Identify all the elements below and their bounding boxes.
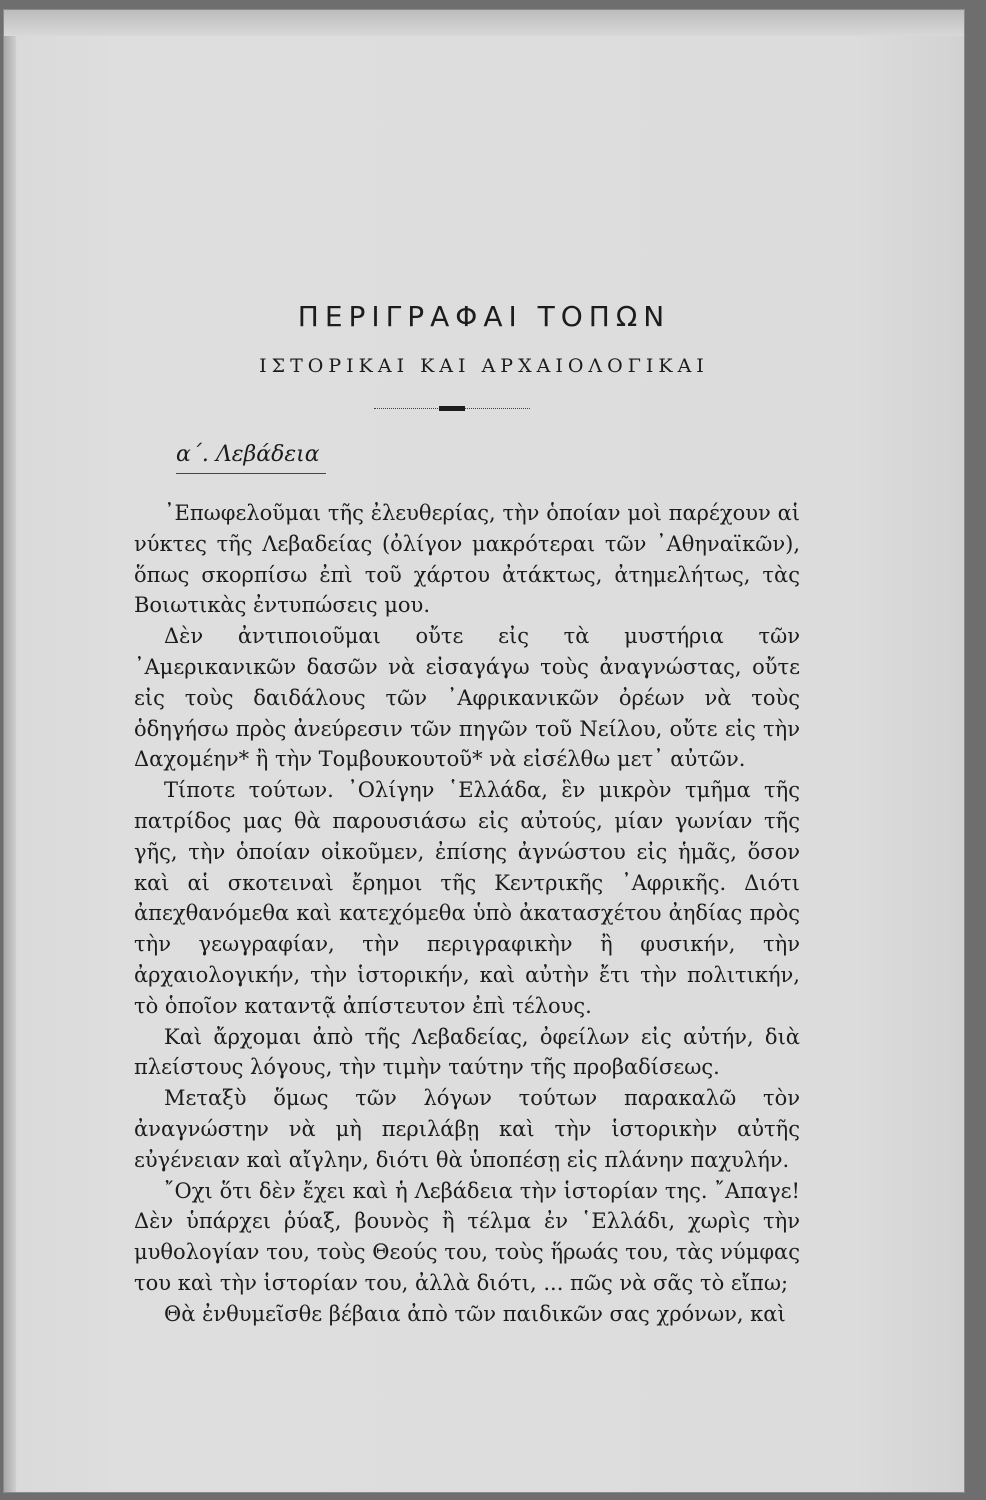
paragraph: Καὶ ἄρχομαι ἀπὸ τῆς Λεβαδείας, ὀφείλων εἰς αὐτήν, διὰ πλείστους λόγους, τὴν τιμὴν ταύτην τῆς προβαδίσεως. — [134, 1024, 800, 1080]
body-text — [134, 498, 800, 1330]
paragraph: Θὰ ἐνθυμεῖσθε βέβαια ἀπὸ τῶν παιδικῶν σας χρόνων, καὶ — [164, 1301, 786, 1326]
paragraph: Μεταξὺ ὅμως τῶν λόγων τούτων παρακαλῶ τὸν ἀναγνώστην νὰ μὴ περιλάβῃ καὶ τὴν ἱστορικὴν αὐτῆς εὐγένειαν καὶ αἴγλην, διότι θὰ ὑποπέσῃ εἰς πλάνην παχυλήν. — [134, 1086, 800, 1172]
paragraph: Δὲν ἀντιποιοῦμαι οὔτε εἰς τὰ μυστήρια τῶν ᾿Αμερικανικῶν δασῶν νὰ εἰσαγάγω τοὺς ἀναγνώστας, οὔτε εἰς τοὺς δαιδάλους τῶν ᾿Αφρικανικῶν ὀρέων νὰ τοὺς ὁδηγήσω πρὸς ἀνεύρεσιν τῶν πηγῶν τοῦ Νείλου, οὔτε εἰς τὴν Δαχομέην* ἢ τὴν Τομβουκουτοῦ* νὰ εἰσέλθω μετ᾿ αὐτῶν. — [134, 624, 800, 772]
page-binding-edge — [4, 10, 16, 1492]
book-page — [4, 10, 964, 1492]
page-top-shadow — [4, 10, 964, 36]
section-heading: α΄. Λεβάδεια — [176, 442, 326, 474]
paragraph: ᾿Επωφελοῦμαι τῆς ἐλευθερίας, τὴν ὁποίαν μοὶ παρέχουν αἱ νύκτες τῆς Λεβαδείας (ὀλίγον μακρότεραι τῶν ᾿Αθηναϊκῶν), ὅπως σκορπίσω ἐπὶ τοῦ χάρτου ἀτάκτως, ἀτημελήτως, τὰς Βοιωτικὰς ἐντυπώσεις μου. — [134, 501, 800, 618]
page-subtitle: ΙΣΤΟΡΙΚΑΙ ΚΑΙ ΑΡΧΑΙΟΛΟΓΙΚΑΙ — [259, 355, 709, 377]
rule-bar — [439, 406, 465, 411]
page-title: ΠΕΡΙΓΡΑΦΑΙ ΤΟΠΩΝ — [297, 300, 671, 333]
paragraph: Τίποτε τούτων. ᾿Ολίγην ῾Ελλάδα, ἓν μικρὸν τμῆμα τῆς πατρίδος μας θὰ παρουσιάσω εἰς αὐτούς, μίαν γωνίαν τῆς γῆς, τὴν ὁποίαν οἰκοῦμεν, ἐπίσης ἀγνώστου εἰς ἡμᾶς, ὅσον καὶ αἱ σκοτειναὶ ἔρημοι τῆς Κεντρικῆς ᾿Αφρικῆς. Διότι ἀπεχθανόμεθα καὶ κατεχόμεθα ὑπὸ ἀκατασχέτου ἀηδίας πρὸς τὴν γεωγραφίαν, τὴν περιγραφικὴν ἢ φυσικήν, τὴν ἀρχαιολογικήν, τὴν ἱστορικήν, καὶ αὐτὴν ἔτι τὴν πολιτικήν, τὸ ὁποῖον καταντᾷ ἀπίστευτον ἐπὶ τέλους. — [134, 778, 800, 1018]
paragraph: ῎Οχι ὅτι δὲν ἔχει καὶ ἡ Λεβάδεια τὴν ἱστορίαν της. ῎Απαγε! Δὲν ὑπάρχει ῥύαξ, βουνὸς ἢ τέλμα ἐν ῾Ελλάδι, χωρὶς τὴν μυθολογίαν του, τοὺς Θεούς του, τοὺς ἥρωάς του, τὰς νύμφας του καὶ τὴν ἱστορίαν του, ἀλλὰ διότι, ... πῶς νὰ σᾶς τὸ εἴπω; — [134, 1178, 800, 1295]
